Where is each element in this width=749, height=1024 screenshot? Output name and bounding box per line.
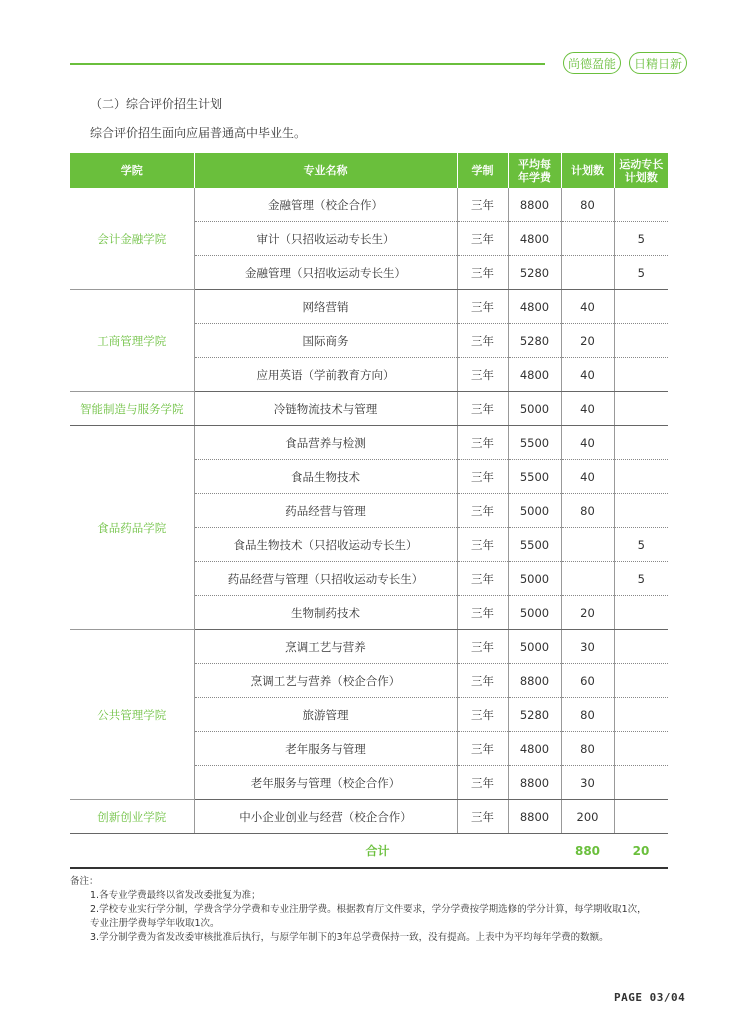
years-cell: 三年 [457,256,508,290]
sports-cell [614,188,668,222]
plan-cell: 80 [561,732,614,766]
enrollment-plan-table [70,153,668,869]
total-sports: 20 [614,834,668,869]
header-sports [614,153,668,188]
table-row [70,392,668,426]
table-body [70,188,668,868]
college-cell: 公共管理学院 [70,630,194,800]
sports-cell [614,766,668,800]
years-cell: 三年 [457,630,508,664]
table-row [70,800,668,834]
fee-cell: 4800 [508,222,561,256]
years-cell: 三年 [457,460,508,494]
college-cell: 会计金融学院 [70,188,194,290]
plan-cell: 80 [561,494,614,528]
fee-cell: 4800 [508,732,561,766]
major-cell: 审计（只招收运动专长生） [194,222,457,256]
sports-cell [614,596,668,630]
fee-cell: 5000 [508,562,561,596]
years-cell: 三年 [457,188,508,222]
major-cell: 金融管理（校企合作） [194,188,457,222]
fee-cell: 5500 [508,528,561,562]
section-title: （二）综合评价招生计划 [90,97,223,111]
header-rule [70,63,545,65]
fee-cell: 5000 [508,630,561,664]
header-sports-label: 运动专长计划数 [619,157,664,184]
notes [70,875,670,945]
sports-cell [614,494,668,528]
years-cell: 三年 [457,800,508,834]
fee-cell: 5000 [508,596,561,630]
sports-cell [614,800,668,834]
header-college: 学院 [70,153,194,188]
major-cell: 食品生物技术（只招收运动专长生） [194,528,457,562]
header-years: 学制 [457,153,508,188]
total-blank-cell [70,834,194,869]
plan-cell: 20 [561,324,614,358]
years-cell: 三年 [457,664,508,698]
fee-cell: 5000 [508,494,561,528]
years-cell: 三年 [457,494,508,528]
sports-cell [614,630,668,664]
plan-cell [561,562,614,596]
motto-stamp-right: 日精日新 [629,52,687,74]
years-cell: 三年 [457,732,508,766]
fee-cell: 8800 [508,800,561,834]
major-cell: 应用英语（学前教育方向） [194,358,457,392]
fee-cell: 4800 [508,358,561,392]
years-cell: 三年 [457,222,508,256]
plan-cell: 40 [561,290,614,324]
years-cell: 三年 [457,392,508,426]
sports-cell [614,324,668,358]
header-fee-label: 平均每年学费 [518,157,551,184]
plan-cell: 30 [561,766,614,800]
major-cell: 国际商务 [194,324,457,358]
motto-stamp-left: 尚德盈能 [563,52,621,74]
plan-cell: 30 [561,630,614,664]
note-item: 专业注册学费每学年收取1次。 [90,918,220,929]
sports-cell [614,358,668,392]
sports-cell: 5 [614,222,668,256]
college-cell: 智能制造与服务学院 [70,392,194,426]
years-cell: 三年 [457,766,508,800]
plan-cell: 40 [561,358,614,392]
fee-cell: 5000 [508,392,561,426]
years-cell: 三年 [457,426,508,460]
major-cell: 中小企业创业与经营（校企合作） [194,800,457,834]
major-cell: 老年服务与管理 [194,732,457,766]
sports-cell: 5 [614,528,668,562]
total-row [70,834,668,869]
note-item: 2.学校专业实行学分制，学费含学分学费和专业注册学费。根据教育厅文件要求，学分学费按学期选修的学分计算，每学期收取1次， [90,904,647,915]
sports-cell [614,664,668,698]
college-cell: 食品药品学院 [70,426,194,630]
page-number: PAGE 03/04 [614,991,686,1004]
sports-cell [614,698,668,732]
note-item: 1.各专业学费最终以省发改委批复为准； [90,890,261,901]
fee-cell: 5500 [508,426,561,460]
major-cell: 冷链物流技术与管理 [194,392,457,426]
plan-cell: 40 [561,392,614,426]
fee-cell: 5280 [508,698,561,732]
years-cell: 三年 [457,562,508,596]
college-cell: 创新创业学院 [70,800,194,834]
major-cell: 药品经营与管理（只招收运动专长生） [194,562,457,596]
major-cell: 烹调工艺与营养（校企合作） [194,664,457,698]
major-cell: 食品生物技术 [194,460,457,494]
major-cell: 食品营养与检测 [194,426,457,460]
header-fee [508,153,561,188]
plan-cell: 200 [561,800,614,834]
fee-cell: 5280 [508,324,561,358]
years-cell: 三年 [457,324,508,358]
fee-cell: 5500 [508,460,561,494]
fee-cell: 5280 [508,256,561,290]
fee-cell: 4800 [508,290,561,324]
total-plan: 880 [561,834,614,869]
major-cell: 生物制药技术 [194,596,457,630]
college-cell: 工商管理学院 [70,290,194,392]
years-cell: 三年 [457,528,508,562]
header-major: 专业名称 [194,153,457,188]
note-item: 3.学分制学费为省发改委审核批准后执行，与原学年制下的3年总学费保持一致，没有提高。上表中为平均每年学费的数额。 [90,932,609,943]
sports-cell [614,290,668,324]
intro-text: 综合评价招生面向应届普通高中毕业生。 [90,126,307,140]
fee-cell: 8800 [508,664,561,698]
table-header-row [70,153,668,188]
years-cell: 三年 [457,290,508,324]
total-label: 合计 [194,834,561,869]
sports-cell [614,460,668,494]
major-cell: 烹调工艺与营养 [194,630,457,664]
plan-cell: 20 [561,596,614,630]
major-cell: 老年服务与管理（校企合作） [194,766,457,800]
fee-cell: 8800 [508,766,561,800]
major-cell: 网络营销 [194,290,457,324]
table-row [70,290,668,324]
plan-cell: 40 [561,426,614,460]
plan-cell: 80 [561,188,614,222]
notes-title: 备注： [70,876,99,887]
sports-cell [614,392,668,426]
plan-cell: 60 [561,664,614,698]
plan-cell [561,222,614,256]
years-cell: 三年 [457,358,508,392]
sports-cell: 5 [614,562,668,596]
header-plan: 计划数 [561,153,614,188]
sports-cell: 5 [614,256,668,290]
fee-cell: 8800 [508,188,561,222]
years-cell: 三年 [457,698,508,732]
major-cell: 药品经营与管理 [194,494,457,528]
table-row [70,426,668,460]
table-row [70,630,668,664]
sports-cell [614,732,668,766]
years-cell: 三年 [457,596,508,630]
plan-cell: 40 [561,460,614,494]
table-row [70,188,668,222]
plan-cell [561,256,614,290]
sports-cell [614,426,668,460]
plan-cell [561,528,614,562]
plan-cell: 80 [561,698,614,732]
major-cell: 旅游管理 [194,698,457,732]
major-cell: 金融管理（只招收运动专长生） [194,256,457,290]
